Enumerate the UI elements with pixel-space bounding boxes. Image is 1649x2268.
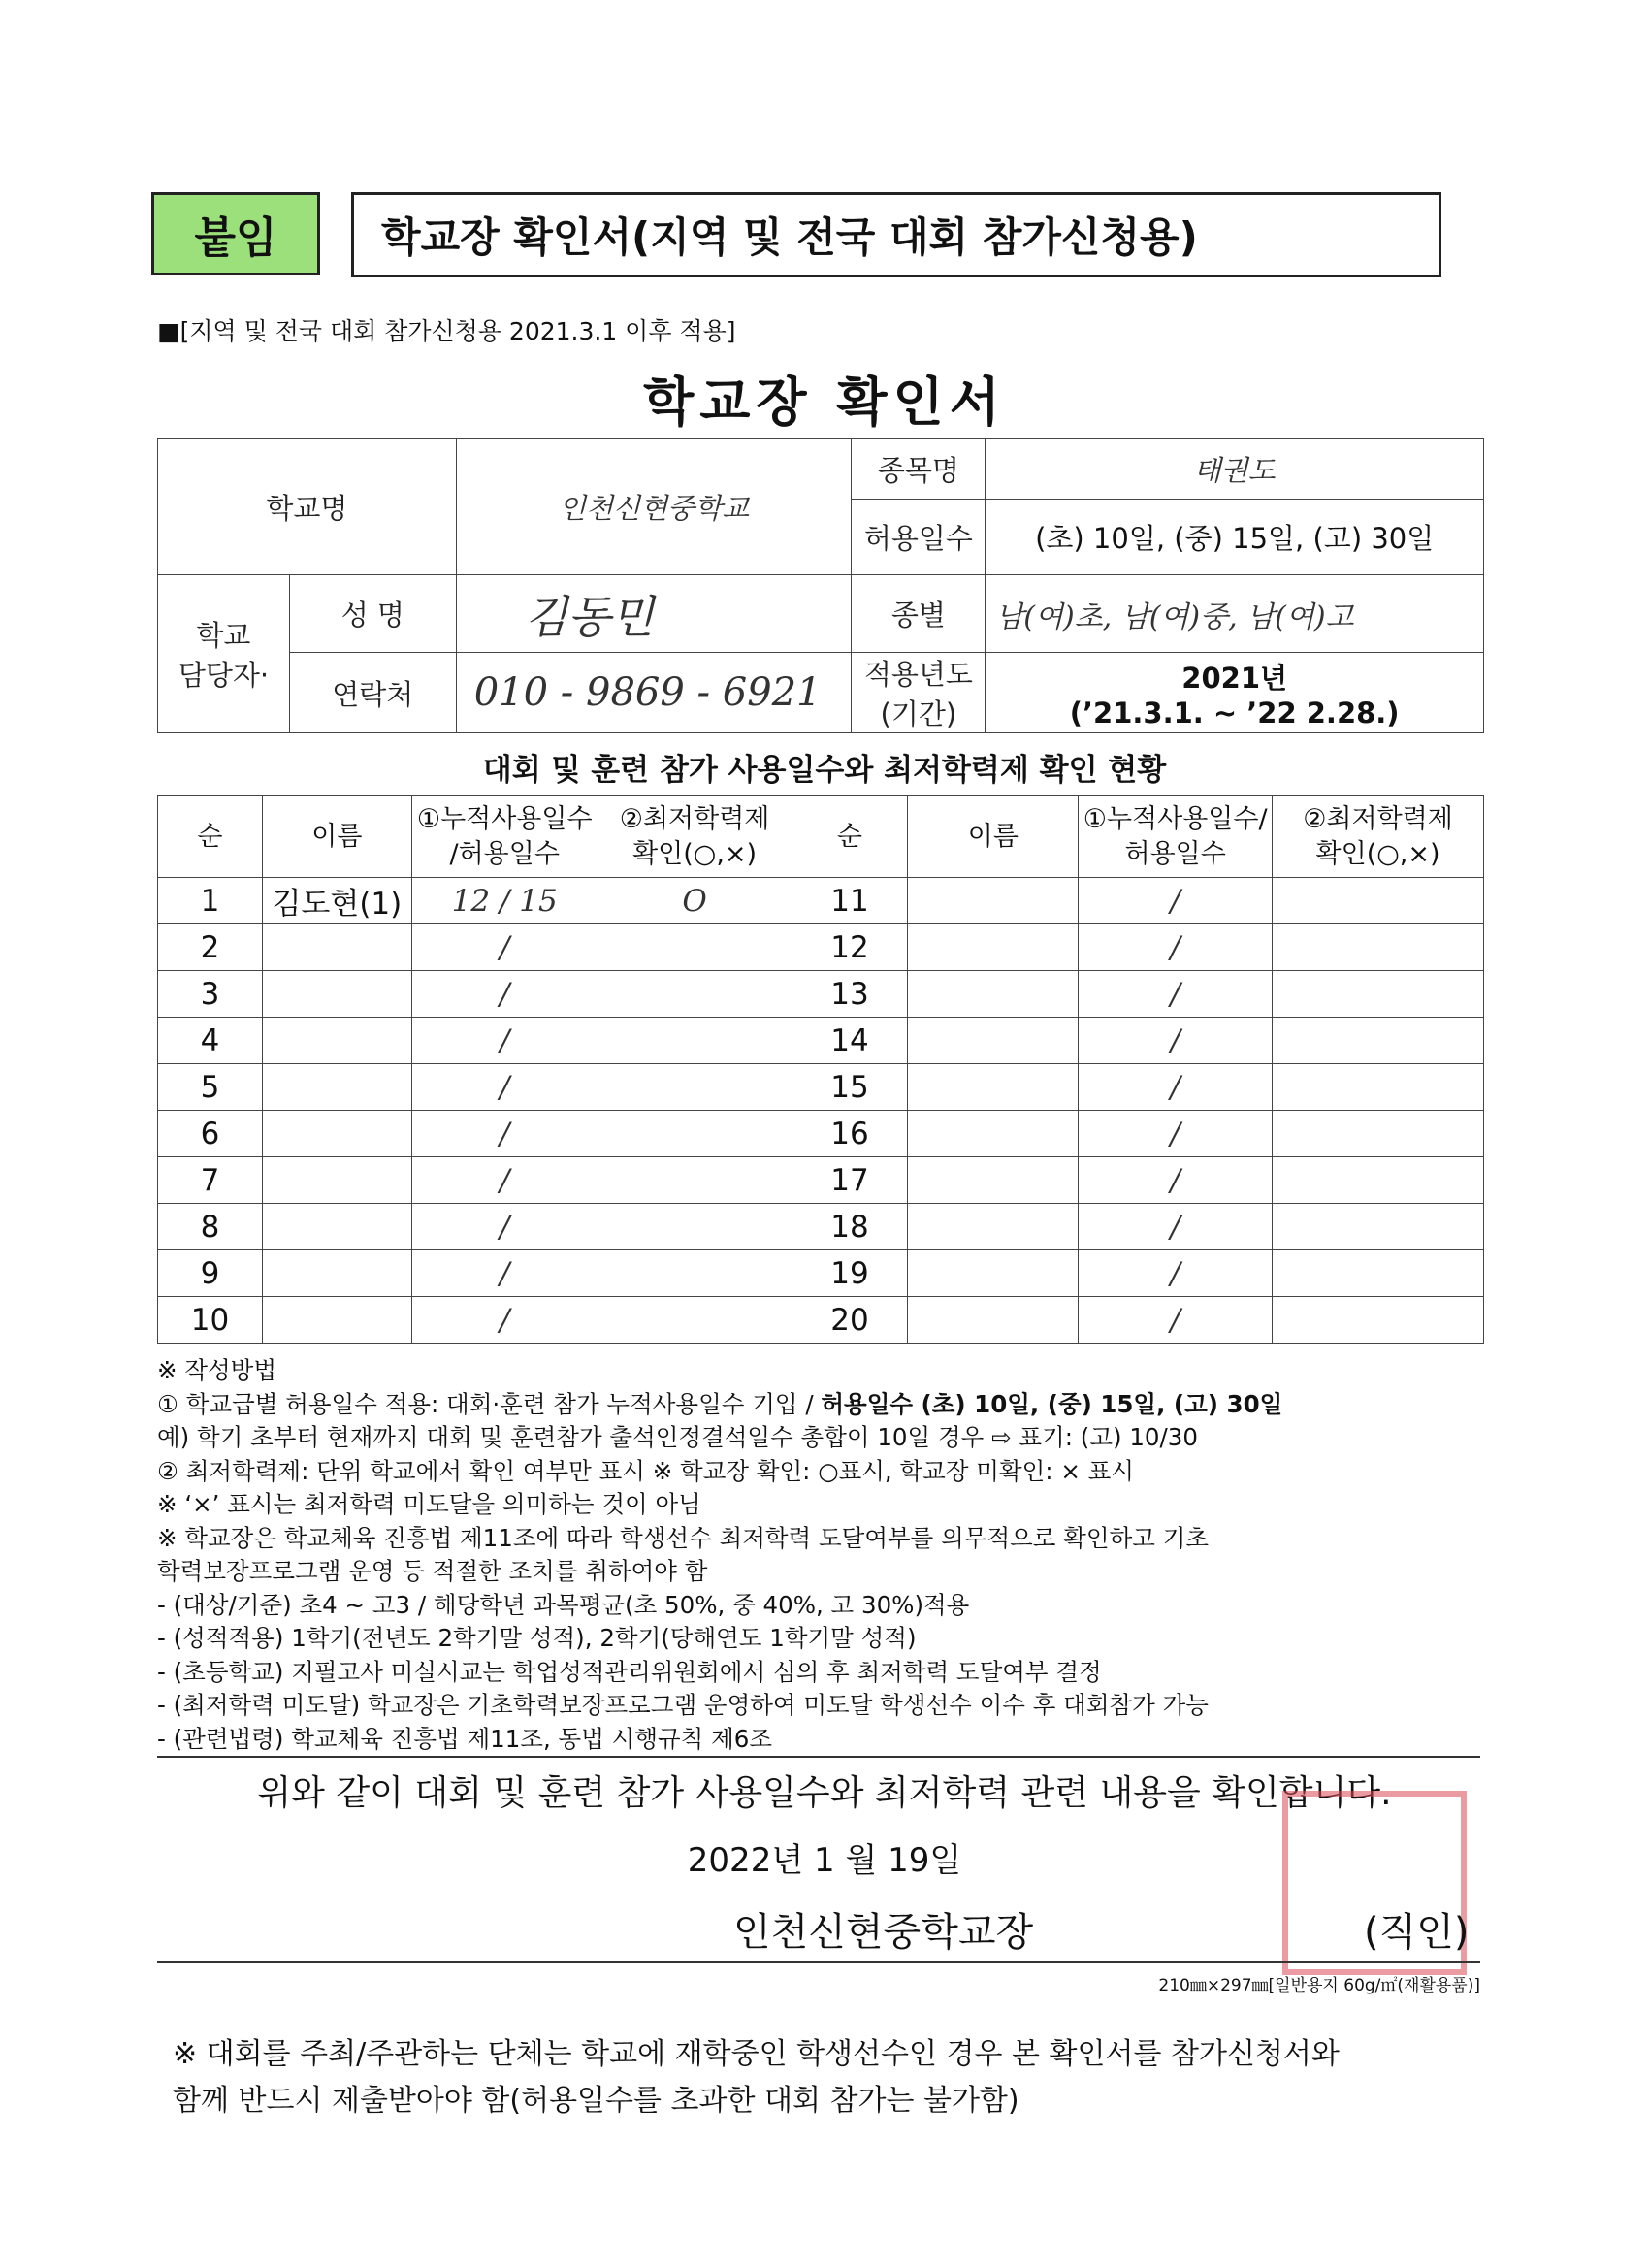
academic-check-cell [598,1018,792,1064]
allowed-days-label: 허용일수 [852,500,986,575]
header-days-right-line-2: 허용일수 [1124,838,1226,869]
player-name-cell [262,1157,411,1204]
header-check-right [1273,796,1484,878]
instruction-line-11: - (관련법령) 학교체육 진흥법 제11조, 동법 시행규칙 제6조 [157,1724,773,1753]
instruction-line-7: - (대상/기준) 초4 ~ 고3 / 해당학년 과목평균(초 50%, 중 40%, 고 30%)적용 [157,1590,970,1619]
used-days-cell: / [411,1297,598,1344]
confirmation-statement: 위와 같이 대회 및 훈련 참가 사용일수와 최저학력 관련 내용을 확인합니다. [257,1773,1392,1813]
row-number-cell: 18 [792,1204,908,1250]
used-days-cell: / [411,924,598,971]
academic-check-cell [1273,1064,1484,1111]
used-days-cell: / [411,1111,598,1157]
instruction-line-10: - (최저학력 미도달) 학교장은 기초학력보장프로그램 운영하여 미도달 학생선수 이수 후 대회참가 가능 [157,1691,1209,1719]
staff-label [158,575,290,733]
used-days-cell: / [1079,1018,1273,1064]
school-name-label: 학교명 [158,439,457,575]
row-number-cell: 4 [158,1018,263,1064]
academic-check-cell [1273,1250,1484,1297]
used-days-cell: / [1079,1250,1273,1297]
row-number-cell: 19 [792,1250,908,1297]
staff-name-label: 성 명 [289,575,456,653]
header-no-left: 순 [158,796,263,878]
submission-note-line-1: ※ 대회를 주최/주관하는 단체는 학교에 재학중인 학생선수인 경우 본 확인서를 참가신청서와 [173,2037,1340,2071]
application-note: ■[지역 및 전국 대회 참가신청용 2021.3.1 이후 적용] [157,317,736,345]
instruction-line-4: ※ ‘×’ 표시는 최저학력 미도달을 의미하는 것이 아님 [157,1490,701,1518]
academic-check-cell [1273,971,1484,1018]
academic-check-cell: O [598,878,792,924]
instruction-line-1 [157,1388,1515,1422]
player-name-cell [908,1250,1079,1297]
apply-year-value [986,653,1484,733]
used-days-cell: / [411,1064,598,1111]
document-heading [351,192,1441,277]
instruction-line-8: - (성적적용) 1학기(전년도 2학기말 성적), 2학기(당해연도 1학기말 성적) [157,1624,917,1652]
table-row [158,971,1484,1018]
used-days-cell: / [1079,1064,1273,1111]
row-number-cell: 15 [792,1064,908,1111]
player-name-cell: 김도현(1) [262,878,411,924]
paper-spec: 210㎜×297㎜[일반용지 60g/㎡(재활용품)] [1158,1976,1480,1995]
header-name-right: 이름 [908,796,1079,878]
participation-rows [158,878,1484,1344]
sport-label: 종목명 [852,439,986,500]
staff-contact-value: 010 - 9869 - 6921 [456,653,852,733]
school-name-value: 인천신현중학교 [456,439,852,575]
apply-year-label-line-2: (기간) [880,697,957,730]
academic-check-cell [1273,1111,1484,1157]
table-row [158,878,1484,924]
header-days-left-line-1: ①누적사용일수 [416,803,593,834]
staff-label-line-2: 담당자· [178,659,270,692]
player-name-cell [262,1250,411,1297]
table-row [158,1018,1484,1064]
page-title: 학교장 확인서 [643,372,1006,433]
used-days-cell: / [1079,878,1273,924]
header-check-left-line-1: ②최저학력제 [619,803,770,834]
header-check-right-line-1: ②최저학력제 [1303,803,1453,834]
player-name-cell [262,1204,411,1250]
header-days-right-line-1: ①누적사용일수/ [1083,803,1268,834]
participation-table [157,795,1484,1344]
divider-top [157,1756,1480,1758]
academic-check-cell [1273,1018,1484,1064]
academic-check-cell [598,924,792,971]
academic-check-cell [598,971,792,1018]
row-number-cell: 14 [792,1018,908,1064]
table-row [158,1250,1484,1297]
staff-label-line-1: 학교 [196,619,251,652]
instruction-line-1-bold: 허용일수 (초) 10일, (중) 15일, (고) 30일 [821,1389,1283,1418]
used-days-cell: / [1079,1111,1273,1157]
row-number-cell: 8 [158,1204,263,1250]
used-days-cell: / [411,1157,598,1204]
principal-signature-line: 인천신현중학교장 [733,1910,1034,1955]
header-check-right-line-2: 확인(○,×) [1315,838,1440,869]
sport-value: 태권도 [986,439,1484,500]
instructions [157,1354,1515,1756]
row-number-cell: 7 [158,1157,263,1204]
row-number-cell: 12 [792,924,908,971]
academic-check-cell [1273,924,1484,971]
used-days-cell: / [1079,971,1273,1018]
document-heading-text: 학교장 확인서(지역 및 전국 대회 참가신청용) [381,213,1198,261]
player-name-cell [262,1064,411,1111]
submission-note-line-2: 함께 반드시 제출받아야 함(허용일수를 초과한 대회 참가는 불가함) [173,2084,1019,2118]
player-name-cell [908,1111,1079,1157]
apply-year-label-line-1: 적용년도 [863,658,973,691]
used-days-cell: / [1079,1297,1273,1344]
row-number-cell: 5 [158,1064,263,1111]
academic-check-cell [1273,878,1484,924]
table-row [158,1204,1484,1250]
player-name-cell [262,924,411,971]
used-days-cell: 12 / 15 [411,878,598,924]
gender-value: 남(여)초, 남(여)중, 남(여)고 [986,575,1484,653]
row-number-cell: 17 [792,1157,908,1204]
section-title: 대회 및 훈련 참가 사용일수와 최저학력제 확인 현황 [482,753,1167,788]
instruction-line-9: - (초등학교) 지필고사 미실시교는 학업성적관리위원회에서 심의 후 최저학력 도달여부 결정 [157,1657,1102,1686]
row-number-cell: 6 [158,1111,263,1157]
academic-check-cell [598,1111,792,1157]
table-row [158,1111,1484,1157]
player-name-cell [908,1157,1079,1204]
apply-year-value-line-2: (’21.3.1. ~ ’22 2.28.) [1069,696,1400,729]
academic-check-cell [1273,1157,1484,1204]
player-name-cell [262,1111,411,1157]
instruction-line-6: 학력보장프로그램 운영 등 적절한 조치를 취하여야 함 [157,1557,708,1585]
player-name-cell [908,878,1079,924]
info-table [157,438,1484,733]
apply-year-label [852,653,986,733]
used-days-cell: / [1079,1157,1273,1204]
instruction-line-1-text: ① 학교급별 허용일수 적용: 대회·훈련 참가 누적사용일수 기입 / [157,1389,822,1418]
row-number-cell: 16 [792,1111,908,1157]
staff-contact-label: 연락처 [289,653,456,733]
allowed-days-value: (초) 10일, (중) 15일, (고) 30일 [986,500,1484,575]
academic-check-cell [598,1297,792,1344]
used-days-cell: / [1079,1204,1273,1250]
academic-check-cell [598,1157,792,1204]
header-check-left [598,796,792,878]
attachment-tag: 붙임 [151,192,320,275]
row-number-cell: 20 [792,1297,908,1344]
instruction-line-2: 예) 학기 초부터 현재까지 대회 및 훈련참가 출석인정결석일수 총합이 10일 경우 ⇨ 표기: (고) 10/30 [157,1423,1198,1451]
academic-check-cell [598,1204,792,1250]
academic-check-cell [598,1250,792,1297]
table-row [158,924,1484,971]
player-name-cell [908,1064,1079,1111]
player-name-cell [262,1297,411,1344]
staff-name-value: 김동민 [456,575,852,653]
row-number-cell: 11 [792,878,908,924]
apply-year-value-line-1: 2021년 [1181,661,1288,695]
row-number-cell: 10 [158,1297,263,1344]
table-row [158,1157,1484,1204]
divider-bottom [157,1961,1480,1963]
header-days-right [1079,796,1273,878]
row-number-cell: 2 [158,924,263,971]
player-name-cell [262,971,411,1018]
header-check-left-line-2: 확인(○,×) [632,838,758,869]
academic-check-cell [598,1064,792,1111]
table-row [158,1297,1484,1344]
player-name-cell [262,1018,411,1064]
used-days-cell: / [1079,924,1273,971]
instruction-line-5: ※ 학교장은 학교체육 진흥법 제11조에 따라 학생선수 최저학력 도달여부를 의무적으로 확인하고 기초 [157,1523,1210,1552]
submission-note [173,2031,1340,2124]
used-days-cell: / [411,1018,598,1064]
used-days-cell: / [411,1250,598,1297]
header-days-left [411,796,598,878]
header-no-right: 순 [792,796,908,878]
row-number-cell: 9 [158,1250,263,1297]
player-name-cell [908,1297,1079,1344]
seal-label: (직인) [1364,1910,1470,1955]
confirmation-date: 2022년 1 월 19일 [687,1841,962,1880]
instruction-line-3: ② 최저학력제: 단위 학교에서 확인 여부만 표시 ※ 학교장 확인: ○표시, 학교장 미확인: × 표시 [157,1456,1134,1485]
used-days-cell: / [411,971,598,1018]
header-name-left: 이름 [262,796,411,878]
instructions-heading: ※ 작성방법 [157,1356,276,1384]
used-days-cell: / [411,1204,598,1250]
player-name-cell [908,1018,1079,1064]
academic-check-cell [1273,1297,1484,1344]
player-name-cell [908,1204,1079,1250]
player-name-cell [908,924,1079,971]
row-number-cell: 1 [158,878,263,924]
player-name-cell [908,971,1079,1018]
row-number-cell: 13 [792,971,908,1018]
gender-label: 종별 [852,575,986,653]
academic-check-cell [1273,1204,1484,1250]
header-days-left-line-2: /허용일수 [449,838,560,869]
row-number-cell: 3 [158,971,263,1018]
table-row [158,1064,1484,1111]
